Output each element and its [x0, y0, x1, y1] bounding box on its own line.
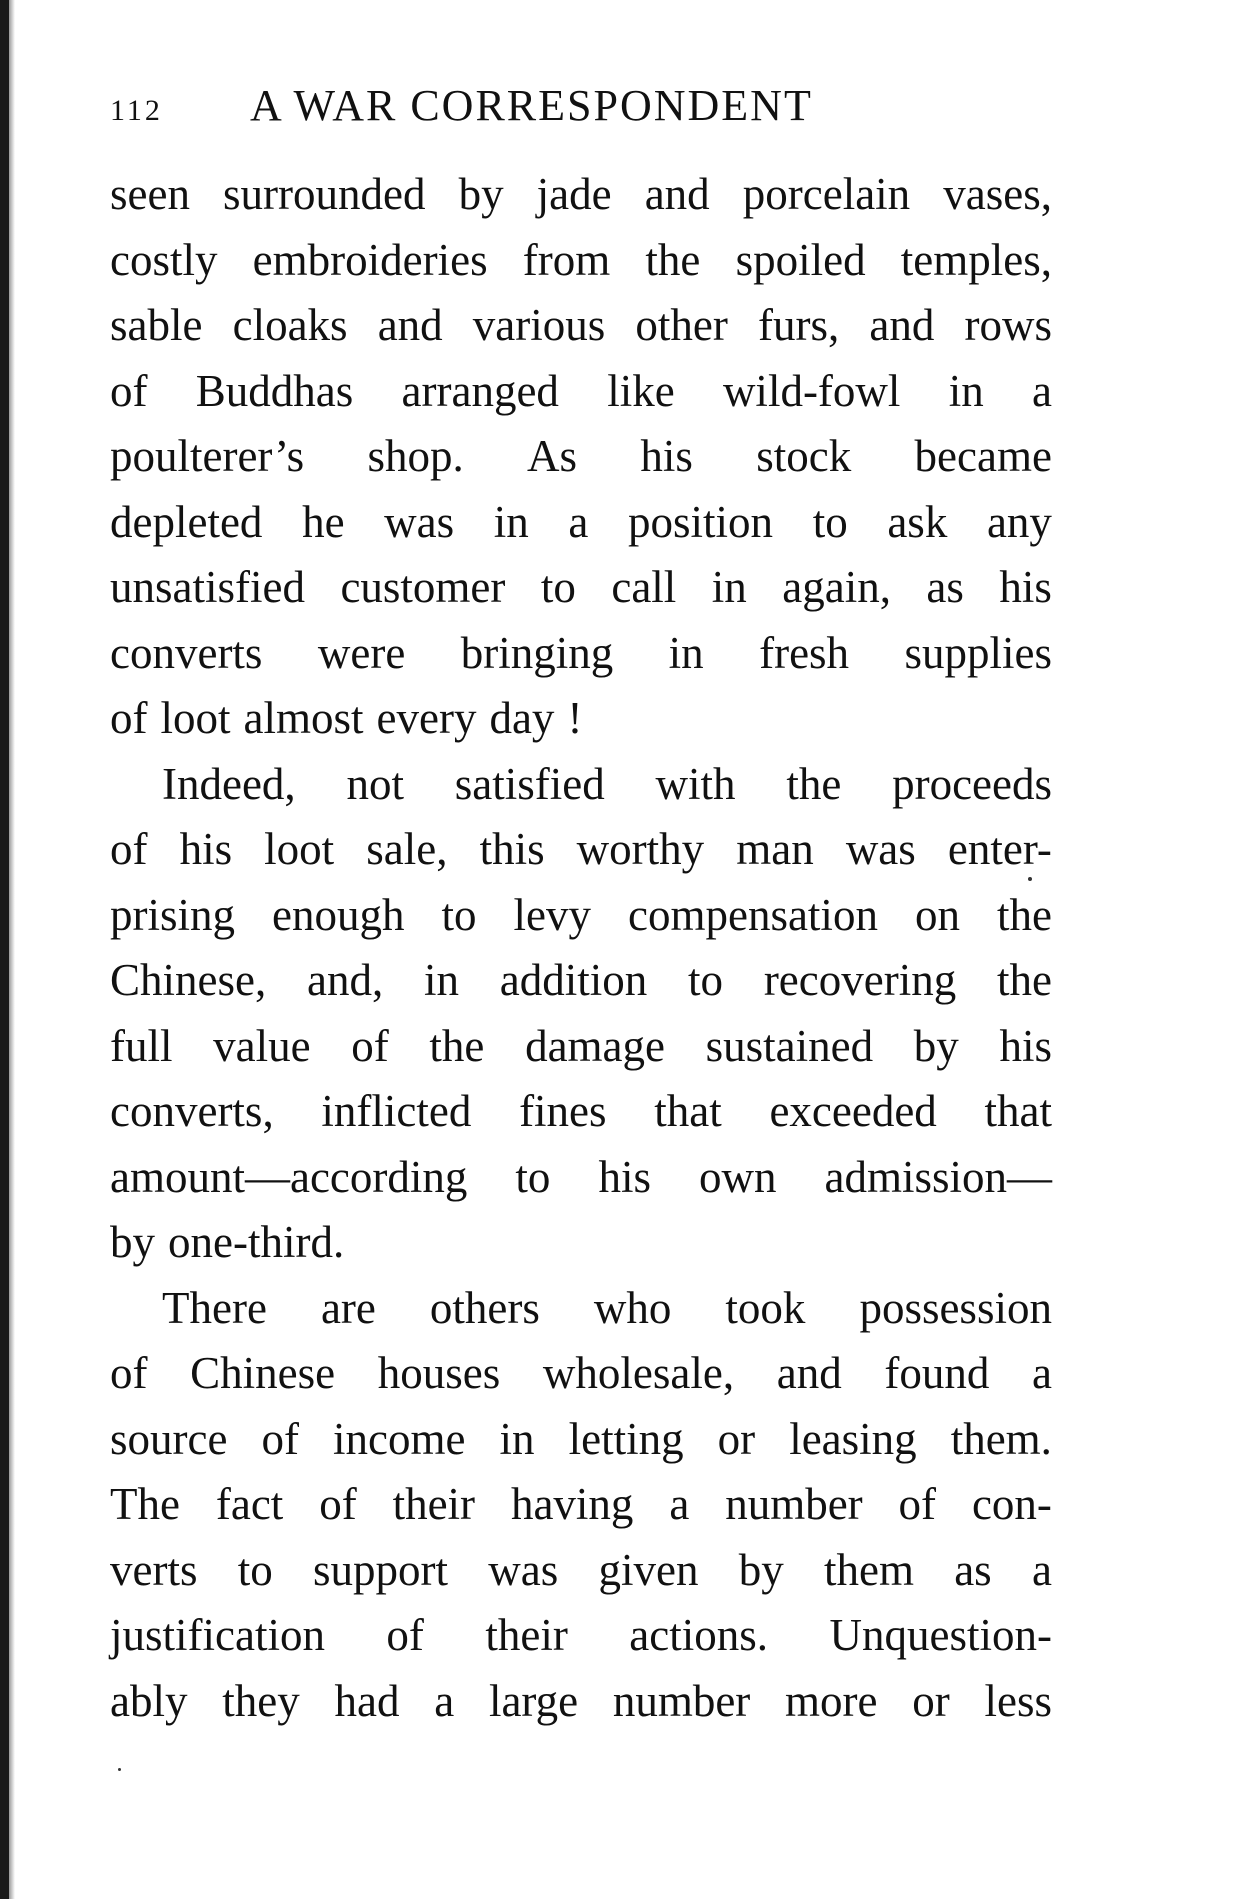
word: in	[668, 627, 704, 678]
word: income	[333, 1413, 466, 1464]
word: a	[568, 496, 589, 547]
word: damage	[525, 1020, 665, 1071]
word: of	[386, 1610, 424, 1660]
word: prising	[110, 889, 236, 940]
word: admission—	[824, 1151, 1052, 1202]
text-line	[110, 228, 1052, 294]
word: wholesale,	[542, 1348, 735, 1398]
word: fact	[215, 1479, 284, 1529]
body-text	[110, 162, 1052, 1734]
text-line	[110, 817, 1052, 883]
word: a	[669, 1479, 690, 1529]
word: them.	[950, 1413, 1052, 1464]
word: letting	[568, 1413, 684, 1464]
word: this	[479, 824, 545, 874]
word: to	[688, 955, 724, 1005]
word: surrounded	[223, 169, 426, 219]
word: number	[612, 1675, 751, 1726]
word: of	[351, 1020, 389, 1071]
word: of	[319, 1479, 357, 1529]
word: verts	[110, 1544, 198, 1595]
word: took	[725, 1282, 806, 1333]
word: like	[607, 365, 675, 416]
word: enough	[272, 889, 405, 940]
word: justification	[110, 1610, 325, 1660]
word: that	[984, 1086, 1052, 1136]
word: he	[302, 496, 345, 547]
word: a	[434, 1675, 455, 1726]
word: with	[655, 758, 736, 809]
word: of	[110, 1348, 148, 1398]
word: of	[110, 365, 148, 416]
word: !	[567, 693, 583, 743]
word: call	[611, 562, 677, 612]
word: spoiled	[735, 234, 866, 285]
word: fines	[519, 1086, 607, 1136]
word: to	[237, 1544, 273, 1595]
word: was	[845, 824, 916, 874]
word: Unquestion-	[829, 1610, 1052, 1660]
word: shop.	[367, 431, 464, 481]
word: were	[317, 627, 406, 678]
word: was	[488, 1544, 559, 1595]
word: in	[499, 1413, 535, 1464]
paragraph	[110, 1276, 1052, 1735]
paragraph	[110, 752, 1052, 1276]
word: con-	[971, 1479, 1052, 1529]
word: poulterer’s	[110, 431, 305, 481]
word: given	[598, 1544, 699, 1595]
word: full	[110, 1020, 173, 1071]
word: various	[472, 300, 606, 350]
word: Chinese,	[110, 955, 267, 1005]
text-line	[110, 1669, 1052, 1735]
word: compensation	[628, 889, 878, 940]
word: arranged	[401, 365, 559, 416]
word: Buddhas	[195, 365, 354, 416]
word: sable	[110, 300, 203, 350]
word: of	[898, 1479, 937, 1529]
word: the	[645, 234, 701, 285]
word: source	[110, 1413, 228, 1464]
word: leasing	[789, 1413, 917, 1464]
paragraph	[110, 162, 1052, 752]
text-line	[110, 1276, 1052, 1342]
word: their	[392, 1479, 476, 1529]
word: The	[110, 1479, 180, 1529]
word: rows	[964, 300, 1052, 350]
word: his	[179, 824, 233, 874]
word: and	[869, 300, 935, 350]
word: the	[996, 889, 1052, 940]
word: in	[424, 955, 460, 1005]
word: own	[698, 1151, 777, 1202]
word: became	[914, 431, 1052, 481]
text-line	[110, 424, 1052, 490]
word: possession	[859, 1282, 1052, 1333]
word: inflicted	[321, 1086, 472, 1136]
word: embroideries	[252, 234, 488, 285]
word: large	[488, 1675, 579, 1726]
word: bringing	[460, 627, 614, 678]
word: his	[640, 431, 693, 481]
word: less	[984, 1675, 1052, 1726]
word: of	[110, 824, 148, 874]
word: number	[725, 1479, 863, 1529]
word: found	[884, 1348, 990, 1398]
word: supplies	[904, 627, 1052, 678]
word: ably	[110, 1675, 188, 1726]
word: exceeded	[769, 1086, 937, 1136]
word: worthy	[576, 824, 705, 874]
running-header	[110, 78, 1070, 134]
word: value	[213, 1020, 311, 1071]
word: in	[948, 365, 984, 416]
word: having	[510, 1479, 634, 1529]
text-line	[110, 1603, 1052, 1669]
word: vases,	[943, 169, 1052, 219]
word: as	[954, 1544, 992, 1595]
text-line	[110, 1145, 1052, 1211]
page-number: 112	[110, 94, 163, 127]
word: they	[222, 1675, 300, 1726]
word: a	[1031, 1544, 1052, 1595]
text-line	[110, 752, 1052, 818]
word: jade	[536, 169, 612, 219]
text-line	[110, 1472, 1052, 1538]
word: not	[346, 758, 404, 809]
text-line	[110, 621, 1052, 687]
scan-speck	[1028, 877, 1032, 881]
word: man	[736, 824, 814, 874]
word: from	[522, 234, 611, 285]
word: of	[110, 693, 148, 743]
word: to	[540, 562, 576, 612]
word: other	[635, 300, 728, 350]
word: to	[441, 889, 477, 940]
word: and	[776, 1348, 842, 1398]
text-line	[110, 490, 1052, 556]
word: and	[644, 169, 710, 219]
word: day	[489, 693, 555, 743]
text-line	[110, 686, 1052, 752]
word: enter-	[947, 824, 1052, 874]
word: his	[999, 1020, 1052, 1071]
word: their	[485, 1610, 568, 1660]
word: stock	[756, 431, 852, 481]
text-line	[110, 948, 1052, 1014]
word: There	[162, 1282, 267, 1333]
word: as	[926, 562, 964, 612]
page-binding-edge	[0, 0, 9, 1899]
word: fresh	[759, 627, 850, 678]
running-title: A WAR CORRESPONDENT	[250, 81, 813, 130]
word: in	[711, 562, 747, 612]
word: recovering	[763, 955, 957, 1005]
word: are	[320, 1282, 376, 1333]
word: that	[654, 1086, 722, 1136]
word: on	[914, 889, 960, 940]
text-line	[110, 883, 1052, 949]
word: Indeed,	[162, 758, 296, 809]
scan-speck	[118, 1768, 121, 1771]
word: loot	[264, 824, 335, 874]
word: sale,	[366, 824, 448, 874]
word: his	[999, 562, 1052, 612]
word: in	[493, 496, 529, 547]
word: customer	[340, 562, 506, 612]
word: the	[786, 758, 842, 809]
word: one-third.	[168, 1217, 345, 1267]
text-line	[110, 1341, 1052, 1407]
word: unsatisfied	[110, 562, 305, 612]
word: again,	[782, 562, 891, 612]
text-line	[110, 1538, 1052, 1604]
word: and,	[307, 955, 384, 1005]
word: them	[823, 1544, 914, 1595]
word: wild-fowl	[722, 365, 901, 416]
word: ask	[887, 496, 948, 547]
page-binding-shadow	[9, 0, 15, 1899]
word: converts	[110, 627, 263, 678]
word: or	[717, 1413, 756, 1464]
word: the	[429, 1020, 485, 1071]
word: had	[334, 1675, 400, 1726]
text-line	[110, 1210, 1052, 1276]
word: by	[110, 1217, 155, 1267]
word: costly	[110, 234, 218, 285]
word: a	[1031, 365, 1052, 416]
word: addition	[499, 955, 648, 1005]
word: position	[628, 496, 774, 547]
word: sustained	[705, 1020, 874, 1071]
word: seen	[110, 169, 190, 219]
word: converts,	[110, 1086, 274, 1136]
word: to	[812, 496, 848, 547]
text-line	[110, 1014, 1052, 1080]
word: of	[261, 1413, 299, 1464]
text-line	[110, 359, 1052, 425]
word: temples,	[900, 234, 1052, 285]
word: others	[429, 1282, 540, 1333]
word: cloaks	[232, 300, 348, 350]
word: porcelain	[742, 169, 911, 219]
word: by	[738, 1544, 784, 1595]
text-line	[110, 555, 1052, 621]
word: by	[913, 1020, 959, 1071]
word: every	[376, 693, 477, 743]
word: his	[598, 1151, 651, 1202]
word: levy	[513, 889, 591, 940]
word: support	[313, 1544, 448, 1595]
word: was	[384, 496, 455, 547]
word: or	[912, 1675, 950, 1726]
word: who	[593, 1282, 672, 1333]
word: any	[986, 496, 1052, 547]
word: actions.	[629, 1610, 769, 1660]
word: more	[785, 1675, 878, 1726]
word: to	[515, 1151, 551, 1202]
word: furs,	[758, 300, 840, 350]
text-line	[110, 1407, 1052, 1473]
word: Chinese	[190, 1348, 336, 1398]
word: As	[527, 431, 578, 481]
word: proceeds	[892, 758, 1052, 809]
word: by	[458, 169, 504, 219]
word: loot	[160, 693, 231, 743]
text-line	[110, 162, 1052, 228]
word: and	[377, 300, 443, 350]
word: depleted	[110, 496, 263, 547]
word: houses	[377, 1348, 501, 1398]
text-line	[110, 293, 1052, 359]
word: a	[1032, 1348, 1052, 1398]
word: amount—according	[110, 1151, 468, 1202]
word: the	[996, 955, 1052, 1005]
word: satisfied	[454, 758, 605, 809]
text-line	[110, 1079, 1052, 1145]
word: almost	[243, 693, 364, 743]
